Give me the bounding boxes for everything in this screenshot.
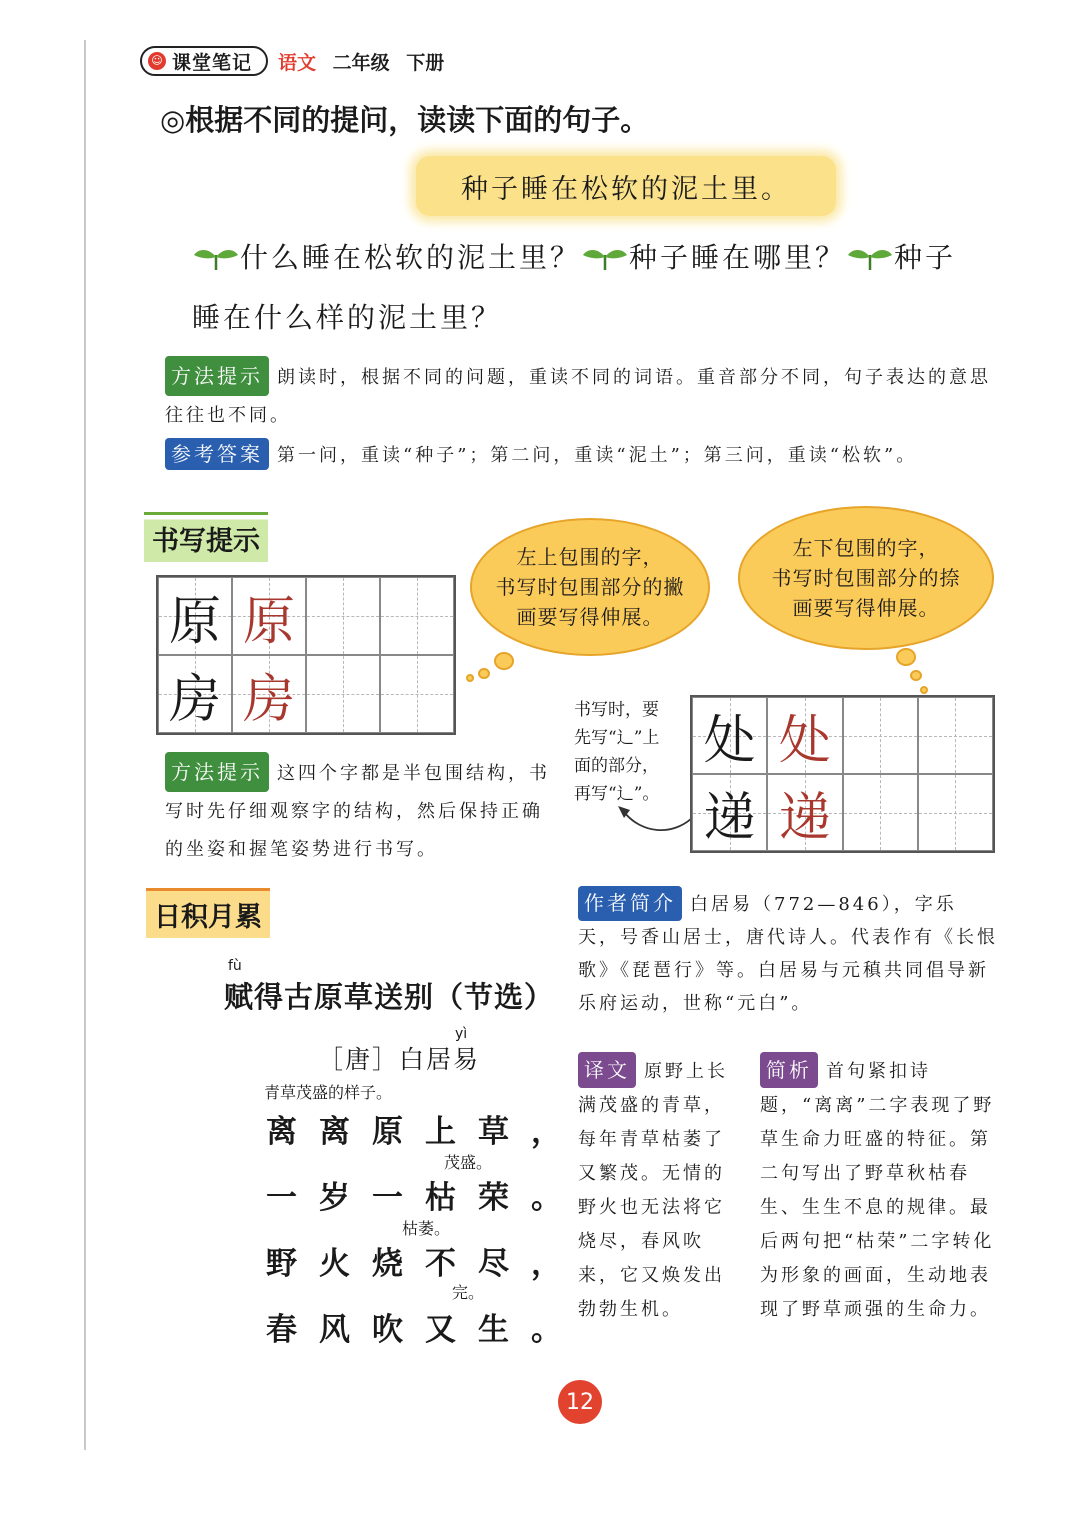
question-3-end: 睡在什么样的泥土里？ [192,301,503,334]
bubble-dot [466,674,474,682]
bubble-dot [494,652,514,670]
translation [578,1052,728,1327]
writing-grid-2 [690,695,995,853]
header-volume: 下册 [406,52,445,74]
method-hint-text: 朗读时，根据不同的问题，重读不同的词语。重音部分不同，句子表达的意思往往也不同。 [165,367,991,426]
grid-cell-empty [306,655,380,733]
grid-cell: 房 [232,655,306,733]
grid-cell: 原 [232,577,306,655]
grid-cell: 原 [158,577,232,655]
grid-cell: 处 [767,697,842,774]
poem-line: 春风吹又生。 [266,1312,584,1348]
writing-grid-1 [156,575,456,735]
analysis-text: 首句紧扣诗题，“离离”二字表现了野草生命力旺盛的特征。第二句写出了野草秋枯春生、生生不息的规律。最后两句把“枯荣”二字转化为形象的画面，生动地表现了野草顽强的生命力。 [760,1061,995,1320]
poem-title-pinyin: fù [228,958,242,974]
thought-bubble-1: 左上包围的字， 书写时包围部分的撇 画要写得伸展。 [470,518,710,656]
method-hint-text: 这四个字都是半包围结构，书写时先仔细观察字的结构，然后保持正确的坐姿和握笔姿势进行书写。 [165,763,550,860]
thought-bubble-2: 左下包围的字， 书写时包围部分的捺 画要写得伸展。 [738,506,994,650]
header-badge-text: 课堂笔记 [172,51,253,74]
reference-answer [165,438,1015,471]
gloss: 枯萎。 [402,1219,451,1238]
question-line-1 [192,236,956,276]
section-title-accumulate: 日积月累 [146,888,270,938]
question-3-start: 种子 [894,241,957,274]
bubble-dot [896,648,916,666]
grid-cell: 处 [692,697,767,774]
writing-note: 书写时，要 先写“⻌”上 面的部分， 再写“⻌”。 [574,700,660,804]
grid-cell: 递 [767,774,842,851]
method-hint-tag: 方法提示 [165,356,269,396]
smile-icon: ☺ [148,52,166,70]
curved-arrow-icon [612,796,696,836]
page-number: 12 [558,1380,602,1424]
gloss: 青草茂盛的样子。 [264,1083,393,1102]
gloss: 茂盛。 [444,1153,493,1172]
sprout-icon [846,243,894,271]
method-hint-2 [165,752,555,869]
question-1: 什么睡在松软的泥土里？ [240,241,582,274]
author-intro-tag: 作者简介 [578,886,682,921]
grid-cell-empty [380,655,454,733]
grid-cell: 递 [692,774,767,851]
analysis-tag: 简析 [760,1052,818,1088]
translation-text: 原野上长满茂盛的青草，每年青草枯萎了又繁茂。无情的野火也无法将它烧尽，春风吹来，它又焕发出勃勃生机。 [578,1061,728,1320]
bubble-dot [478,668,490,679]
author-intro-text: 白居易（772—846），字乐天，号香山居士，唐代诗人。代表作有《长恨歌》《琵琶行》等。白居易与元稹共同倡导新乐府运动，世称“元白”。 [578,894,998,1014]
header-grade: 二年级 [332,52,390,74]
grid-cell-empty [306,577,380,655]
poem-line: 一岁一枯荣。 [266,1180,584,1216]
method-hint-1 [165,356,995,435]
translation-tag: 译文 [578,1052,636,1088]
sprout-icon [192,243,240,271]
grid-cell-empty [918,774,993,851]
header-badge [140,46,268,76]
poem-line: 野火烧不尽， [266,1246,584,1282]
author-pinyin: yì [455,1026,468,1042]
poem-author: ［唐］白居易 [318,1045,481,1074]
poem-line: 离离原上草， [266,1114,584,1150]
page-spine [84,40,86,1450]
reference-answer-tag: 参考答案 [165,438,269,470]
question-line-2 [192,296,502,336]
grid-cell: 房 [158,655,232,733]
bubble-dot [920,686,928,694]
instruction: ◎根据不同的提问，读读下面的句子。 [160,103,650,137]
analysis [760,1052,1000,1327]
grid-cell-empty [843,774,918,851]
author-intro [578,886,998,1020]
bubble-dot [910,670,922,681]
poem-title: 赋得古原草送别（节选） [224,980,555,1014]
grid-cell-empty [843,697,918,774]
reference-answer-text: 第一问，重读“种子”；第二问，重读“泥土”；第三问，重读“松软”。 [277,445,918,466]
grid-cell-empty [380,577,454,655]
section-title-writing: 书写提示 [144,512,268,562]
sprout-icon [581,243,629,271]
header-subject: 语文 [278,52,317,74]
question-2: 种子睡在哪里？ [629,241,847,274]
grid-cell-empty [918,697,993,774]
gloss: 完。 [452,1283,485,1302]
method-hint-tag: 方法提示 [165,752,269,792]
highlight-sentence: 种子睡在松软的泥土里。 [416,156,836,216]
header-subtitle [278,48,444,75]
